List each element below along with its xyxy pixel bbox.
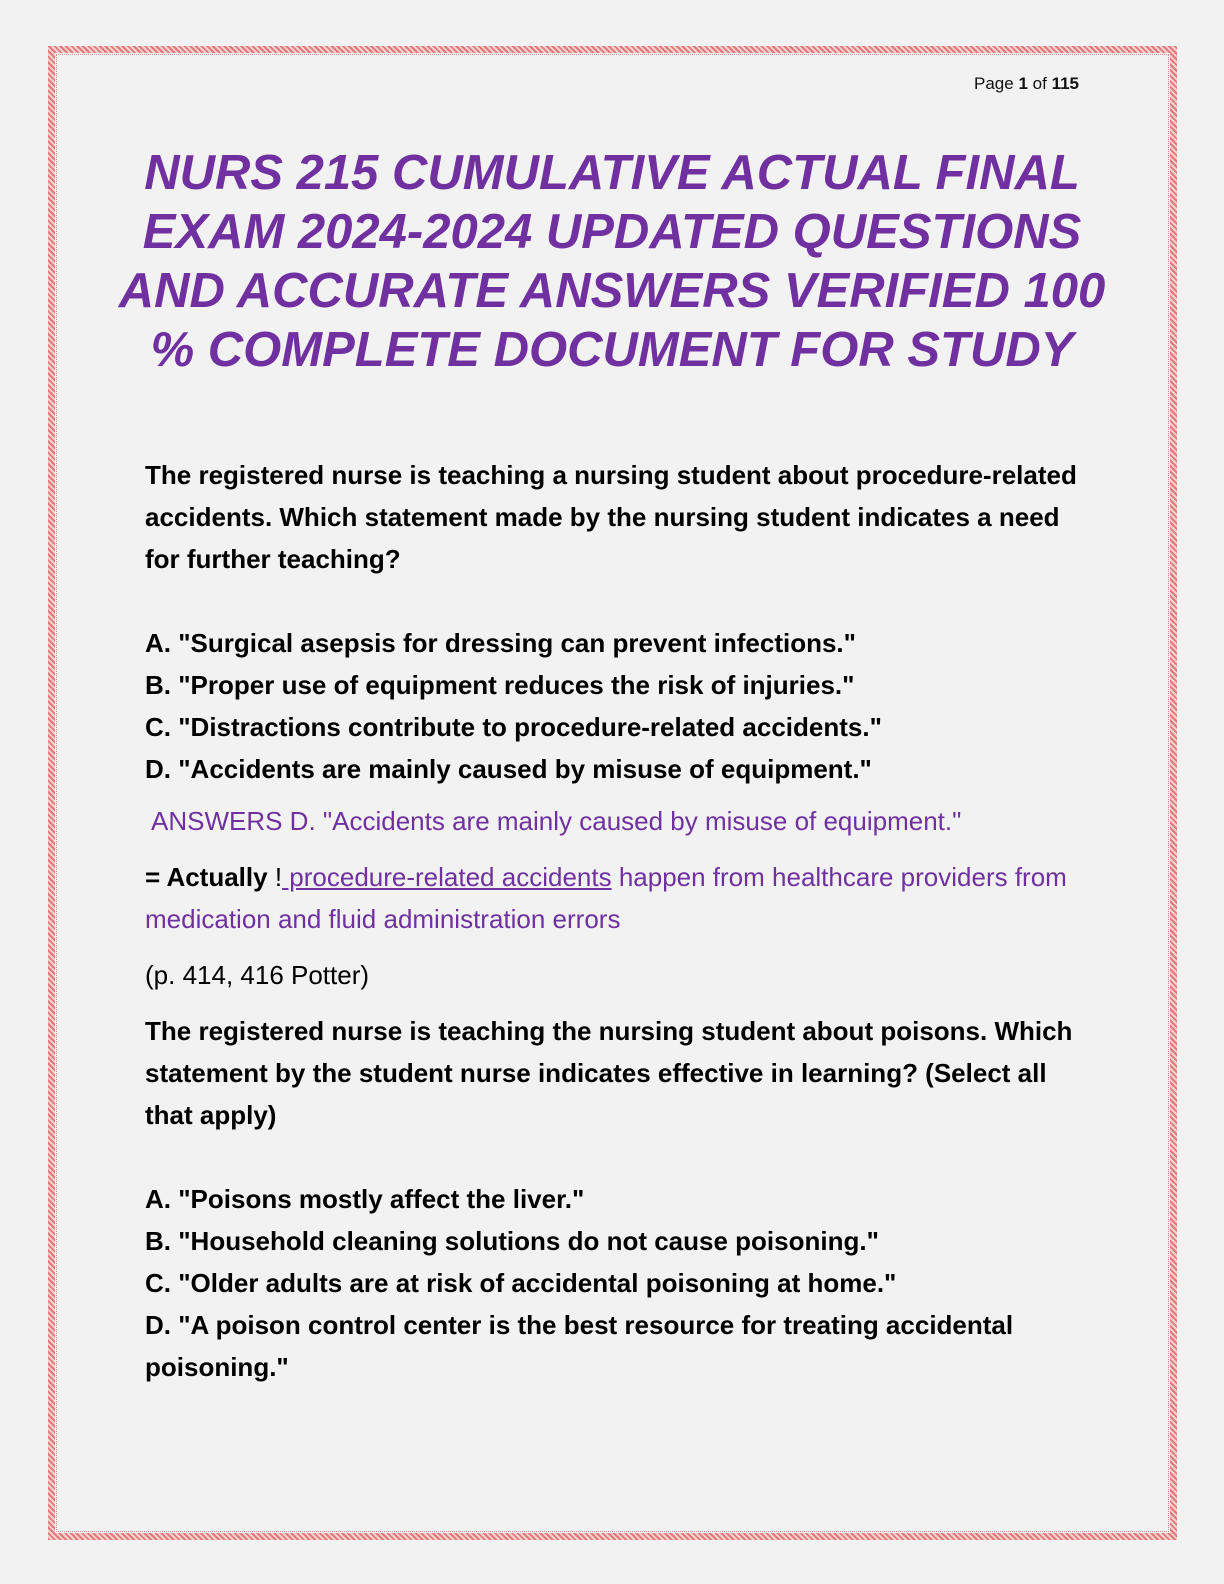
question-2-stem: The registered nurse is teaching the nursing student about poisons. Which statement by the student nurse indicates effective in learning? (Select all that apply) (145, 1016, 1073, 1130)
question-1-option-b: B. "Proper use of equipment reduces the risk of injuries." (145, 670, 855, 700)
question-1-reference: (p. 414, 416 Potter) (145, 960, 370, 990)
question-2-option-a: A. "Poisons mostly affect the liver." (145, 1184, 585, 1214)
question-1-stem: The registered nurse is teaching a nursing student about procedure-related accidents. Which statement made by the nursing student indicates a need for further teaching? (145, 460, 1077, 574)
rationale-text: happen from healthcare providers from medication and fluid administration errors (145, 862, 1067, 934)
page-label: Page (974, 74, 1014, 93)
document-title: NURS 215 CUMULATIVE ACTUAL FINAL EXAM 2024-2024 UPDATED QUESTIONS AND ACCURATE ANSWERS VERIFIED 100 % COMPLETE DOCUMENT FOR STUDY (118, 146, 1106, 377)
page-number (974, 74, 1079, 94)
question-2-option-b: B. "Household cleaning solutions do not cause poisoning." (145, 1226, 879, 1256)
rationale-bang: ! (274, 862, 283, 892)
document-content (145, 454, 1085, 1388)
page-of: of (1032, 74, 1047, 93)
rationale-link[interactable]: procedure-related accidents (282, 862, 612, 892)
question-1-rationale (145, 856, 1085, 940)
question-1-option-a: A. "Surgical asepsis for dressing can prevent infections." (145, 628, 856, 658)
question-2-option-c: C. "Older adults are at risk of accidental poisoning at home." (145, 1268, 897, 1298)
question-1-option-d: D. "Accidents are mainly caused by misuse of equipment." (145, 754, 872, 784)
page-current: 1 (1018, 74, 1028, 93)
question-1-answer: ANSWERS D. "Accidents are mainly caused by misuse of equipment." (151, 806, 962, 836)
question-1-option-c: C. "Distractions contribute to procedure-related accidents." (145, 712, 882, 742)
rationale-lead: = Actually (145, 862, 268, 892)
question-2-option-d: D. "A poison control center is the best resource for treating accidental poisoning." (145, 1310, 1014, 1382)
page-total: 115 (1051, 74, 1079, 93)
